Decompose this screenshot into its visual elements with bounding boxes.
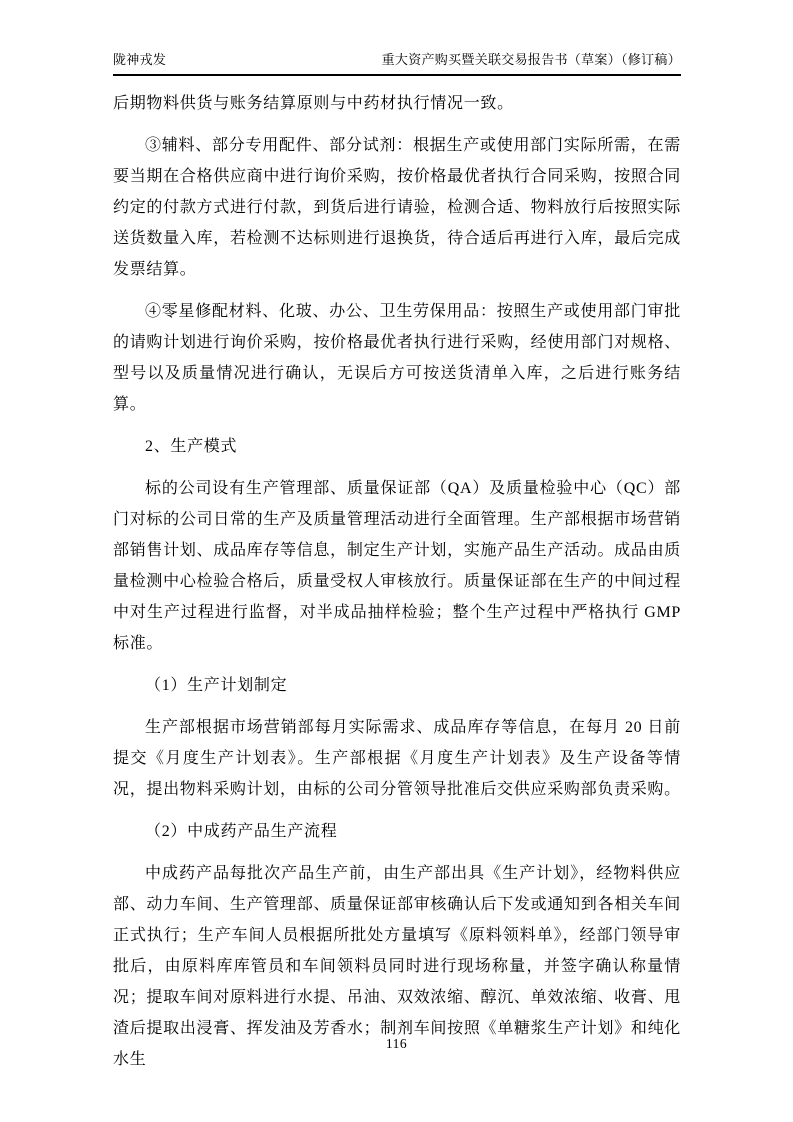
body-paragraph-monthly-plan: 生产部根据市场营销部每月实际需求、成品库存等信息，在每月 20 日前提交《月度生产计划表》。生产部根据《月度生产计划表》及生产设备等情况，提出物料采购计划，由标的公司分管领导批准后交供应采购部负责采购。 — [113, 719, 681, 798]
section-heading-production-mode: 2、生产模式 — [145, 438, 238, 455]
document-body — [113, 88, 681, 1075]
page-header — [113, 51, 681, 76]
body-paragraph-misc-supplies: ④零星修配材料、化玻、办公、卫生劳保用品：按照生产或使用部门审批的请购计划进行询价采购，按价格最优者执行进行采购，经使用部门对规格、型号以及质量情况进行确认，无误后方可按送货清单入库，之后进行账务结算。 — [113, 303, 681, 413]
body-paragraph-tcm-production-flow: 中成药产品每批次产品生产前，由生产部出具《生产计划》，经物料供应部、动力车间、生产管理部、质量保证部审核确认后下发或通知到各相关车间正式执行；生产车间人员根据所批处方量填写《原料领料单》，经部门领导审批后，由原料库库管员和车间领料员同时进行现场称量，并签字确认称量情况；提取车间对原料进行水提、吊油、双效浓缩、醇沉、单效浓缩、收膏、甩渣后提取出浸膏、挥发油及芳香水；制剂车间按照《单糖浆生产计划》和纯化水生 — [113, 865, 681, 1068]
subsection-heading-production-planning: （1）生产计划制定 — [145, 677, 288, 694]
subsection-heading-tcm-process: （2）中成药产品生产流程 — [145, 823, 338, 840]
body-paragraph-production-management: 标的公司设有生产管理部、质量保证部（QA）及质量检验中心（QC）部门对标的公司日常的生产及质量管理活动进行全面管理。生产部根据市场营销部销售计划、成品库存等信息，制定生产计划，实施产品生产活动。成品由质量检测中心检验合格后，质量受权人审核放行。质量保证部在生产的中间过程中对生产过程进行监督，对半成品抽样检验；整个生产过程中严格执行 GMP 标准。 — [113, 480, 681, 652]
body-paragraph-auxiliary-materials: ③辅料、部分专用配件、部分试剂：根据生产或使用部门实际所需，在需要当期在合格供应商中进行询价采购，按价格最优者执行合同采购，按照合同约定的付款方式进行付款，到货后进行请验，检测合适、物料放行后按照实际送货数量入库，若检测不达标则进行退换货，待合适后再进行入库，最后完成发票结算。 — [113, 137, 681, 278]
page-footer — [0, 1036, 793, 1052]
header-report-title: 重大资产购买暨关联交易报告书（草案）（修订稿） — [381, 52, 681, 67]
page-number: 116 — [385, 1036, 408, 1051]
header-company-name: 陇神戎发 — [113, 52, 167, 67]
body-paragraph-continuation: 后期物料供货与账务结算原则与中药材执行情况一致。 — [113, 95, 514, 112]
